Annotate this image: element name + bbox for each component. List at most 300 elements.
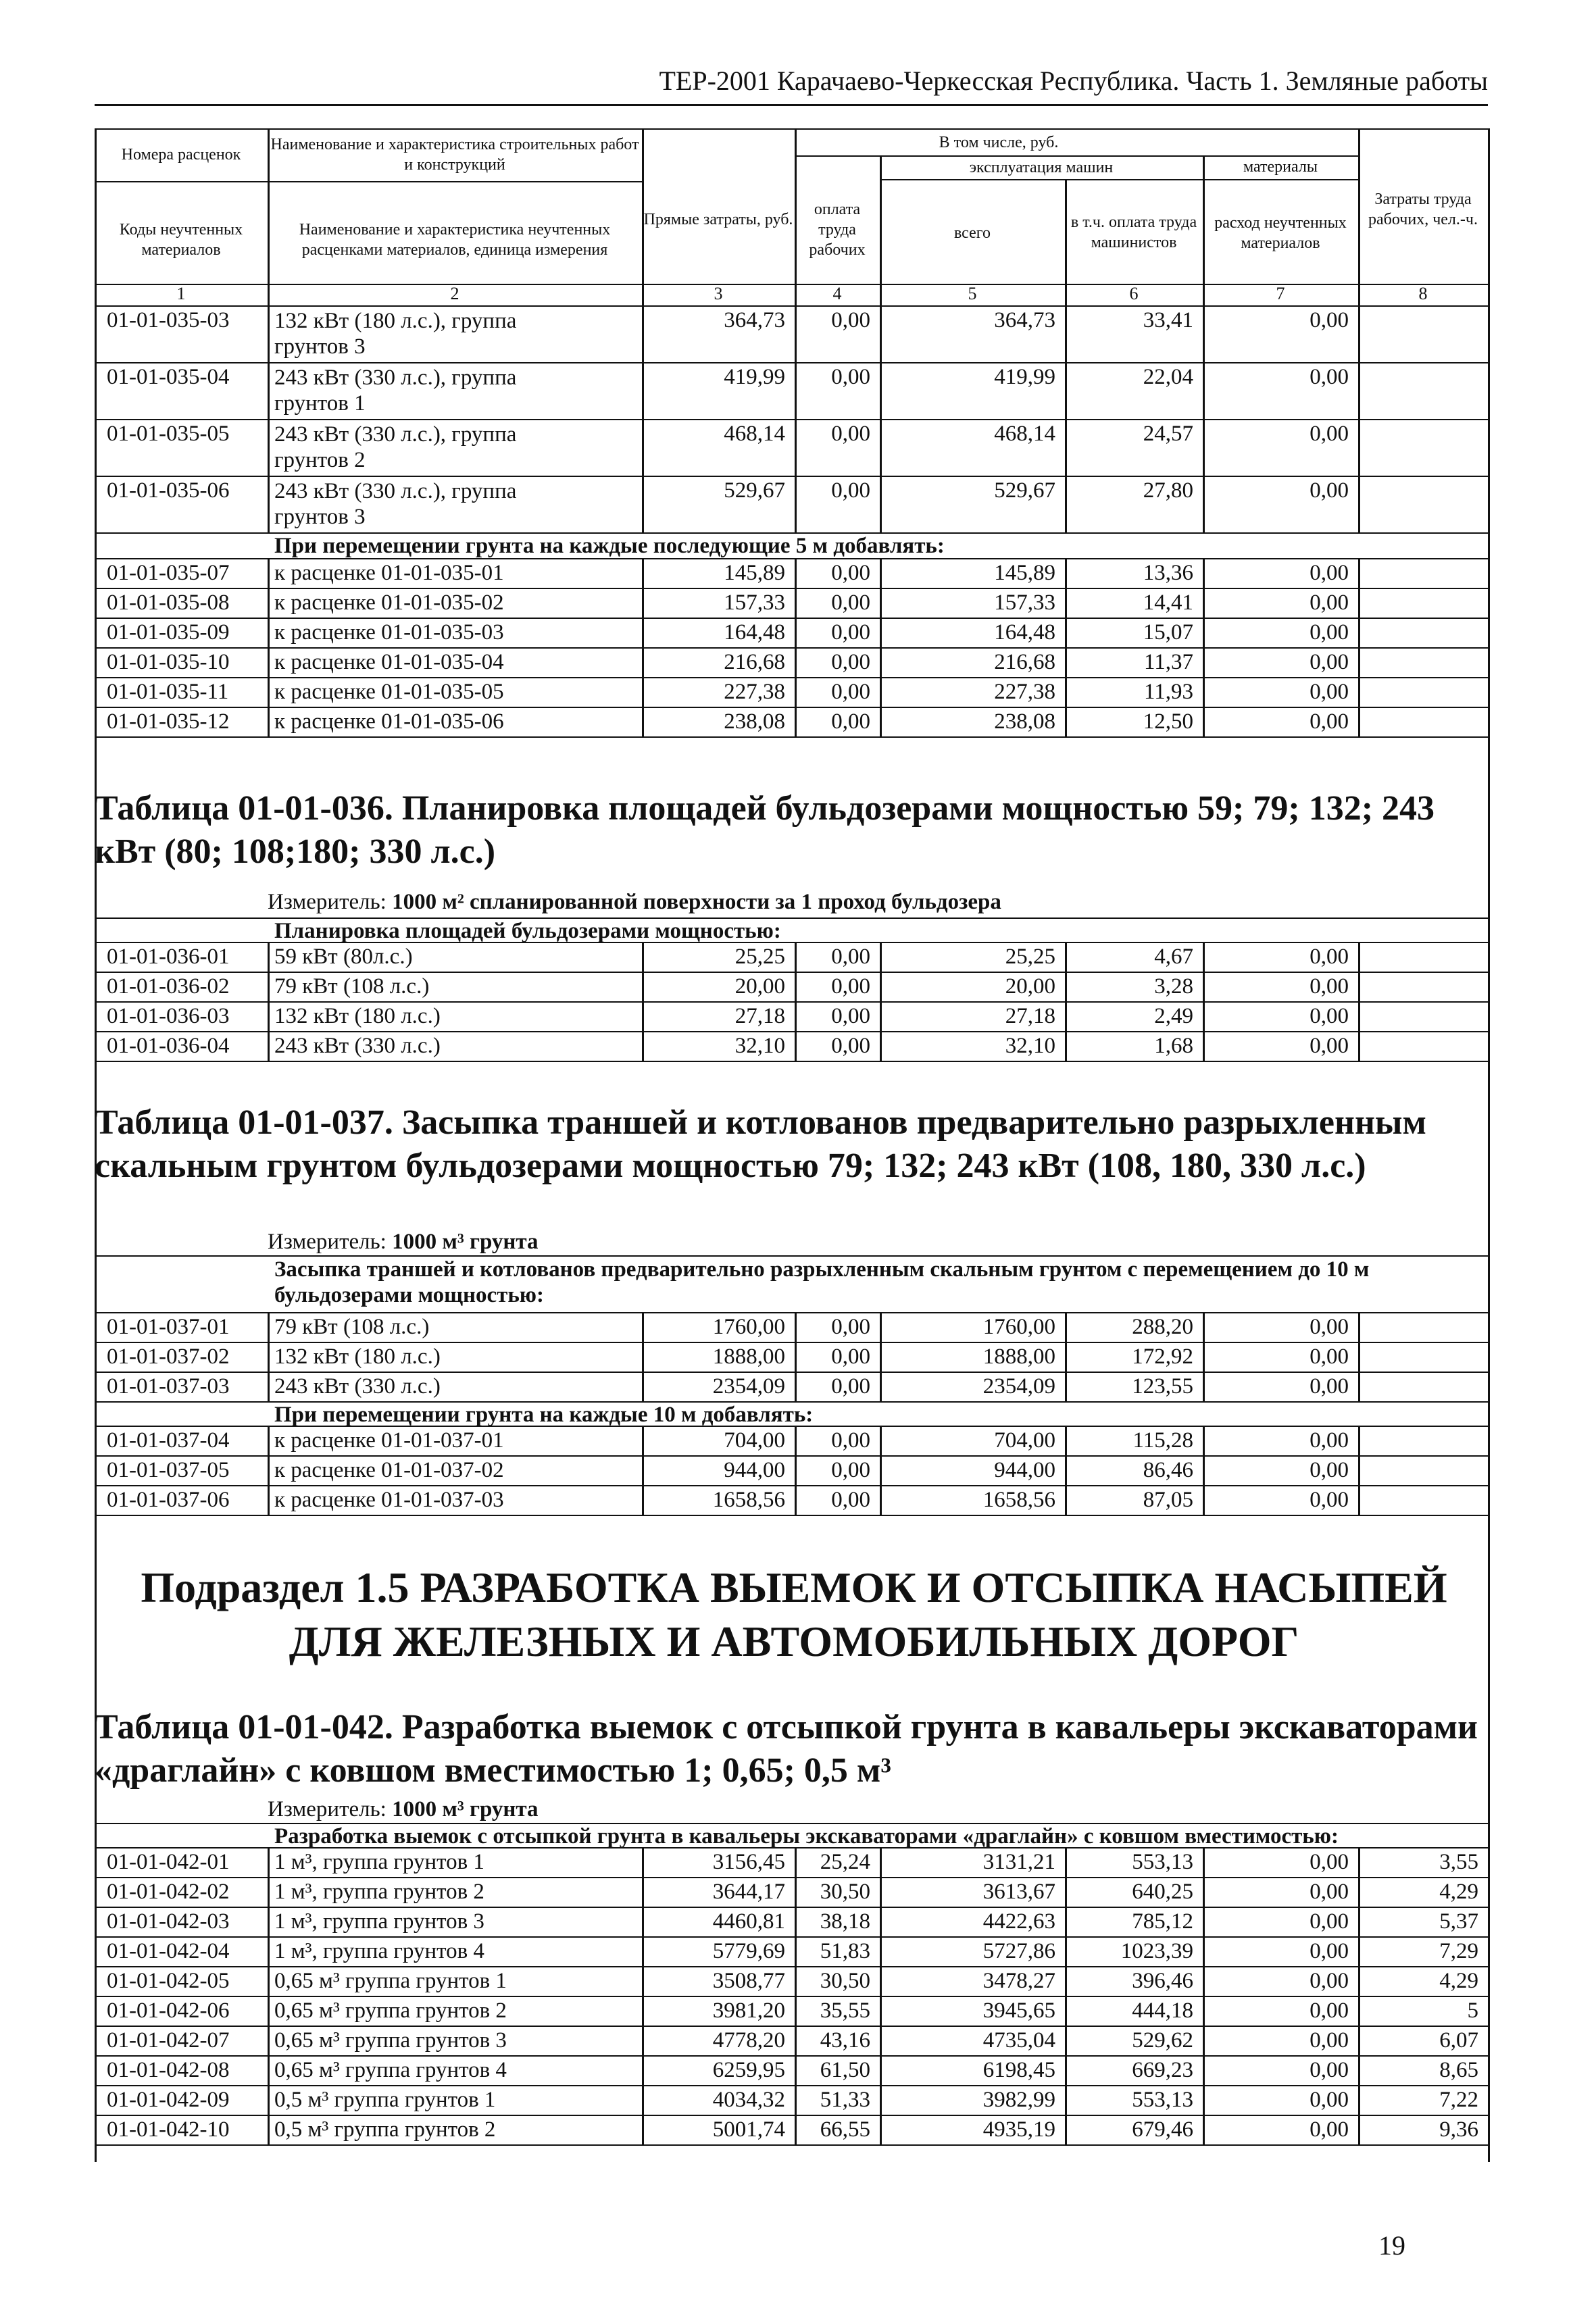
table-subheading: Планировка площадей бульдозерами мощностью:: [274, 919, 781, 942]
operator-pay: 553,13: [1132, 2088, 1193, 2112]
direct-costs: 468,14: [724, 422, 785, 446]
labor-pay: 0,00: [831, 561, 870, 585]
materials-cost: 0,00: [1310, 478, 1349, 503]
operator-pay: 12,50: [1143, 709, 1193, 734]
operator-pay: 1,68: [1154, 1034, 1193, 1058]
page-header-text: ТЕР-2001 Карачаево-Черкесская Республика. Часть 1. Земляные работы: [659, 66, 1488, 96]
labor-pay: 0,00: [831, 1458, 870, 1482]
labor-hours: [1358, 1458, 1488, 1485]
labor-pay: 0,00: [831, 650, 870, 674]
machine-costs: 944,00: [994, 1458, 1055, 1482]
operator-pay: 115,28: [1132, 1428, 1193, 1453]
header-column-index: 6: [1129, 284, 1139, 303]
table-rule: [95, 1847, 1488, 1848]
rate-code: 01-01-037-02: [107, 1344, 230, 1369]
table-rule: [95, 1426, 1488, 1427]
labor-pay: 0,00: [831, 1374, 870, 1399]
machine-costs: 227,38: [994, 680, 1055, 704]
direct-costs: 32,10: [734, 1034, 785, 1058]
labor-pay: 30,50: [820, 1969, 870, 1993]
table-rule: [95, 1515, 1488, 1516]
direct-costs: 3156,45: [712, 1850, 785, 1874]
machine-costs: 27,18: [1005, 1004, 1055, 1028]
labor-pay: 0,00: [831, 709, 870, 734]
header-column-index: 5: [968, 284, 977, 303]
header-work-name: Наименование и характеристика строительных работ и конструкций: [270, 136, 639, 174]
labor-pay: 0,00: [831, 974, 870, 999]
rate-description: 0,65 м³ группа грунтов 1: [274, 1969, 507, 1993]
materials-cost: 0,00: [1310, 1034, 1349, 1058]
materials-cost: 0,00: [1310, 2028, 1349, 2053]
rate-description: 0,65 м³ группа грунтов 2: [274, 1998, 507, 2023]
rate-code: 01-01-042-03: [107, 1909, 230, 1934]
table-rule: [880, 179, 1358, 180]
table-rule: [95, 2085, 1488, 2086]
rate-code: 01-01-037-06: [107, 1488, 230, 1512]
table-rule: [95, 181, 642, 182]
table-036-measure: [268, 890, 1001, 915]
table-036-title: Таблица 01-01-036. Планировка площадей бульдозерами мощностью 59; 79; 132; 243 кВт (80; 108;180; 330 л.с.): [95, 789, 1435, 871]
table-rule: [95, 1001, 1488, 1003]
labor-hours: 4,29: [1439, 1969, 1478, 1993]
machine-costs: 3613,67: [982, 1880, 1055, 1904]
labor-hours: [1358, 620, 1488, 647]
rate-description: к расценке 01-01-035-02: [274, 590, 504, 615]
machine-costs: 164,48: [994, 620, 1055, 645]
header-column-index: 3: [714, 284, 723, 303]
rate-code: 01-01-042-04: [107, 1939, 230, 1963]
table-rule: [95, 618, 1488, 619]
direct-costs: 4460,81: [712, 1909, 785, 1934]
labor-hours: 8,65: [1439, 2058, 1478, 2082]
direct-costs: 27,18: [734, 1004, 785, 1028]
rate-description: к расценке 01-01-035-06: [274, 709, 504, 734]
materials-cost: 0,00: [1310, 1004, 1349, 1028]
rate-code: 01-01-036-03: [107, 1004, 230, 1028]
operator-pay: 529,62: [1132, 2028, 1193, 2053]
direct-costs: 1658,56: [712, 1488, 785, 1512]
table-rule: [95, 707, 1488, 708]
rate-description: 0,65 м³ группа грунтов 4: [274, 2058, 507, 2082]
rate-code: 01-01-037-03: [107, 1374, 230, 1399]
rate-description: 132 кВт (180 л.с.): [274, 1004, 441, 1028]
table-037-measure: [268, 1230, 539, 1255]
table-rule: [95, 972, 1488, 973]
labor-pay: 0,00: [831, 1034, 870, 1058]
table-rule: [95, 476, 1488, 477]
table-rule: [95, 1485, 1488, 1486]
rate-description: 243 кВт (330 л.с.): [274, 1034, 441, 1058]
operator-pay: 288,20: [1132, 1315, 1193, 1339]
table-042-measure: [268, 1797, 539, 1822]
labor-pay: 66,55: [820, 2117, 870, 2142]
header-direct-costs: Прямые затраты, руб.: [643, 211, 793, 228]
materials-cost: 0,00: [1310, 1998, 1349, 2023]
table-rule: [95, 1907, 1488, 1908]
machine-costs: 364,73: [994, 308, 1055, 332]
labor-pay: 43,16: [820, 2028, 870, 2053]
rate-code: 01-01-037-04: [107, 1428, 230, 1453]
labor-hours: 7,22: [1439, 2088, 1478, 2112]
table-subheading: Засыпка траншей и котлованов предварительно разрыхленным скальным грунтом с перемещением до 10 м бульдозерами мощностью:: [274, 1257, 1370, 1307]
rate-description: к расценке 01-01-035-03: [274, 620, 504, 645]
rate-description: 1 м³, группа грунтов 1: [274, 1850, 484, 1874]
table-rule: [95, 1966, 1488, 1967]
machine-costs: 1658,56: [982, 1488, 1055, 1512]
materials-cost: 0,00: [1310, 1458, 1349, 1482]
direct-costs: 157,33: [724, 590, 785, 615]
table-subheading: При перемещении грунта на каждые 10 м добавлять:: [274, 1403, 814, 1426]
rate-description: к расценке 01-01-035-01: [274, 561, 504, 585]
operator-pay: 11,93: [1143, 680, 1193, 704]
labor-hours: [1358, 1004, 1488, 1031]
rate-code: 01-01-035-11: [107, 680, 229, 704]
table-rule: [95, 558, 1488, 559]
operator-pay: 24,57: [1143, 422, 1193, 446]
rate-code: 01-01-035-12: [107, 709, 230, 734]
labor-hours: [1358, 1315, 1488, 1342]
operator-pay: 15,07: [1143, 620, 1193, 645]
direct-costs: 6259,95: [712, 2058, 785, 2082]
rate-code: 01-01-042-06: [107, 1998, 230, 2023]
materials-cost: 0,00: [1310, 974, 1349, 999]
rate-code: 01-01-035-08: [107, 590, 230, 615]
header-group: В том числе, руб.: [939, 134, 1059, 151]
machine-costs: 3131,21: [982, 1850, 1055, 1874]
labor-hours: [1358, 365, 1488, 392]
direct-costs: 3508,77: [712, 1969, 785, 1993]
machine-costs: 4422,63: [982, 1909, 1055, 1934]
machine-costs: 4935,19: [982, 2117, 1055, 2142]
materials-cost: 0,00: [1310, 308, 1349, 332]
direct-costs: 419,99: [724, 365, 785, 389]
machine-costs: 25,25: [1005, 945, 1055, 969]
materials-cost: 0,00: [1310, 1969, 1349, 1993]
machine-costs: 419,99: [994, 365, 1055, 389]
measure-value: 1000 м² спланированной поверхности за 1 проход бульдозера: [392, 890, 1001, 914]
measure-label: Измеритель:: [268, 1230, 393, 1254]
labor-hours: 5: [1467, 1998, 1478, 2023]
rate-description: к расценке 01-01-035-04: [274, 650, 504, 674]
rate-description: 0,65 м³ группа грунтов 3: [274, 2028, 507, 2053]
table-rule: [95, 362, 1488, 363]
direct-costs: 5001,74: [712, 2117, 785, 2142]
rate-code: 01-01-037-01: [107, 1315, 230, 1339]
labor-hours: [1358, 1034, 1488, 1061]
direct-costs: 25,25: [734, 945, 785, 969]
labor-hours: [1358, 1488, 1488, 1515]
header-labor-pay: оплата труда рабочих: [809, 201, 866, 259]
labor-pay: 51,83: [820, 1939, 870, 1963]
labor-pay: 0,00: [831, 308, 870, 332]
column-rule: [1488, 128, 1490, 2162]
direct-costs: 227,38: [724, 680, 785, 704]
table-rule: [95, 1031, 1488, 1032]
rate-description: 243 кВт (330 л.с.): [274, 1374, 441, 1399]
labor-hours: [1358, 590, 1488, 618]
machine-costs: 3945,65: [982, 1998, 1055, 2023]
rate-code: 01-01-035-07: [107, 561, 230, 585]
machine-costs: 529,67: [994, 478, 1055, 503]
table-rule: [95, 1996, 1488, 1997]
direct-costs: 529,67: [724, 478, 785, 503]
table-rule: [95, 1312, 1488, 1313]
operator-pay: 1023,39: [1120, 1939, 1193, 1963]
header-column-index: 1: [176, 284, 186, 303]
materials-cost: 0,00: [1310, 620, 1349, 645]
materials-cost: 0,00: [1310, 650, 1349, 674]
operator-pay: 33,41: [1143, 308, 1193, 332]
operator-pay: 123,55: [1132, 1374, 1193, 1399]
rate-description: 132 кВт (180 л.с.): [274, 1344, 441, 1369]
rate-code: 01-01-042-01: [107, 1850, 230, 1874]
labor-hours: 3,55: [1439, 1850, 1478, 1874]
operator-pay: 669,23: [1132, 2058, 1193, 2082]
direct-costs: 20,00: [734, 974, 785, 999]
page-header: [95, 65, 1488, 105]
operator-pay: 86,46: [1143, 1458, 1193, 1482]
rate-code: 01-01-042-09: [107, 2088, 230, 2112]
rate-description: 1 м³, группа грунтов 3: [274, 1909, 484, 1934]
machine-costs: 1760,00: [982, 1315, 1055, 1339]
materials-cost: 0,00: [1310, 1374, 1349, 1399]
operator-pay: 785,12: [1132, 1909, 1193, 1934]
header-column-index: 7: [1276, 284, 1285, 303]
operator-pay: 13,36: [1143, 561, 1193, 585]
direct-costs: 164,48: [724, 620, 785, 645]
rate-code: 01-01-036-01: [107, 945, 230, 969]
labor-hours: [1358, 478, 1488, 505]
header-column-index: 8: [1418, 284, 1428, 303]
labor-pay: 0,00: [831, 422, 870, 446]
materials-cost: 0,00: [1310, 2058, 1349, 2082]
page-number: 19: [1378, 2230, 1405, 2261]
direct-costs: 145,89: [724, 561, 785, 585]
rate-description: 79 кВт (108 л.с.): [274, 974, 430, 999]
operator-pay: 11,37: [1143, 650, 1193, 674]
machine-costs: 704,00: [994, 1428, 1055, 1453]
table-subheading: При перемещении грунта на каждые последующие 5 м добавлять:: [274, 534, 945, 558]
labor-hours: [1358, 650, 1488, 677]
table-rule: [95, 2055, 1488, 2057]
operator-pay: 444,18: [1132, 1998, 1193, 2023]
machine-costs: 216,68: [994, 650, 1055, 674]
header-rate-number: Номера расценок: [121, 146, 241, 164]
rate-code: 01-01-035-06: [107, 478, 230, 503]
operator-pay: 553,13: [1132, 1850, 1193, 1874]
materials-cost: 0,00: [1310, 709, 1349, 734]
header-machines: эксплуатация машин: [969, 159, 1114, 176]
rate-code: 01-01-035-03: [107, 308, 230, 332]
direct-costs: 4034,32: [712, 2088, 785, 2112]
rate-description: 59 кВт (80л.с.): [274, 945, 413, 969]
rate-code: 01-01-042-10: [107, 2117, 230, 2142]
materials-cost: 0,00: [1310, 1488, 1349, 1512]
direct-costs: 5779,69: [712, 1939, 785, 1963]
materials-cost: 0,00: [1310, 1909, 1349, 1934]
labor-hours: [1358, 308, 1488, 335]
rate-code: 01-01-035-05: [107, 422, 230, 446]
table-rule: [95, 588, 1488, 589]
measure-label: Измеритель:: [268, 890, 393, 914]
operator-pay: 396,46: [1132, 1969, 1193, 1993]
table-rule: [95, 1372, 1488, 1373]
table-037-title: Таблица 01-01-037. Засыпка траншей и котлованов предварительно разрыхленным скальным грунтом бульдозерами мощностью 79; 132; 243 кВт (108, 180, 330 л.с.): [95, 1103, 1426, 1185]
table-rule: [95, 647, 1488, 649]
materials-cost: 0,00: [1310, 945, 1349, 969]
rate-description: 0,5 м³ группа грунтов 1: [274, 2088, 496, 2112]
materials-cost: 0,00: [1310, 1939, 1349, 1963]
machine-costs: 4735,04: [982, 2028, 1055, 2053]
materials-cost: 0,00: [1310, 1315, 1349, 1339]
measure-value: 1000 м³ грунта: [392, 1230, 539, 1254]
materials-cost: 0,00: [1310, 1880, 1349, 1904]
machine-costs: 157,33: [994, 590, 1055, 615]
rate-description: 132 кВт (180 л.с.), группа грунтов 3: [274, 309, 517, 359]
rate-code: 01-01-035-09: [107, 620, 230, 645]
rate-code: 01-01-042-08: [107, 2058, 230, 2082]
direct-costs: 2354,09: [712, 1374, 785, 1399]
rate-code: 01-01-037-05: [107, 1458, 230, 1482]
measure-label: Измеритель:: [268, 1797, 393, 1821]
header-unaccounted-materials: расход неучтенных материалов: [1214, 214, 1347, 252]
labor-hours: [1358, 422, 1488, 449]
labor-pay: 30,50: [820, 1880, 870, 1904]
header-material-code: Коды неучтенных материалов: [119, 221, 243, 259]
table-rule: [95, 1061, 1488, 1062]
rate-code: 01-01-042-07: [107, 2028, 230, 2053]
subsection-heading: Подраздел 1.5 РАЗРАБОТКА ВЫЕМОК И ОТСЫПКА НАСЫПЕЙ ДЛЯ ЖЕЛЕЗНЫХ И АВТОМОБИЛЬНЫХ ДОРОГ: [141, 1563, 1447, 1665]
measure-value: 1000 м³ грунта: [392, 1797, 539, 1821]
labor-hours: [1358, 1374, 1488, 1401]
labor-pay: 51,33: [820, 2088, 870, 2112]
operator-pay: 4,67: [1154, 945, 1193, 969]
header-machines-total: всего: [953, 224, 991, 242]
header-rule: [95, 104, 1488, 106]
rate-description: 243 кВт (330 л.с.), группа грунтов 1: [274, 366, 517, 416]
operator-pay: 679,46: [1132, 2117, 1193, 2142]
rate-description: 243 кВт (330 л.с.), группа грунтов 2: [274, 422, 517, 472]
labor-hours: [1358, 561, 1488, 588]
materials-cost: 0,00: [1310, 590, 1349, 615]
rate-code: 01-01-042-05: [107, 1969, 230, 1993]
table-rule: [95, 305, 1488, 307]
header-column-index: 2: [450, 284, 459, 303]
direct-costs: 216,68: [724, 650, 785, 674]
rate-description: к расценке 01-01-037-03: [274, 1488, 504, 1512]
labor-pay: 0,00: [831, 1428, 870, 1453]
machine-costs: 238,08: [994, 709, 1055, 734]
table-042-title: Таблица 01-01-042. Разработка выемок с отсыпкой грунта в кавальеры экскаваторами «драглайн» с ковшом вместимостью 1; 0,65; 0,5 м³: [95, 1708, 1478, 1790]
labor-pay: 0,00: [831, 478, 870, 503]
table-rule: [95, 1455, 1488, 1457]
machine-costs: 468,14: [994, 422, 1055, 446]
operator-pay: 3,28: [1154, 974, 1193, 999]
labor-pay: 38,18: [820, 1909, 870, 1934]
operator-pay: 22,04: [1143, 365, 1193, 389]
labor-pay: 0,00: [831, 680, 870, 704]
labor-pay: 0,00: [831, 620, 870, 645]
labor-hours: [1358, 945, 1488, 972]
operator-pay: 87,05: [1143, 1488, 1193, 1512]
labor-pay: 0,00: [831, 1344, 870, 1369]
table-rule: [95, 1936, 1488, 1938]
rates-table-frame: [95, 128, 1488, 2162]
table-rule: [95, 736, 1488, 738]
machine-costs: 20,00: [1005, 974, 1055, 999]
table-rule: [95, 2144, 1488, 2146]
machine-costs: 32,10: [1005, 1034, 1055, 1058]
table-rule: [95, 677, 1488, 678]
materials-cost: 0,00: [1310, 365, 1349, 389]
header-materials: материалы: [1243, 158, 1318, 176]
labor-pay: 0,00: [831, 945, 870, 969]
rate-description: к расценке 01-01-035-05: [274, 680, 504, 704]
labor-hours: 5,37: [1439, 1909, 1478, 1934]
direct-costs: 1760,00: [712, 1315, 785, 1339]
labor-pay: 0,00: [831, 365, 870, 389]
direct-costs: 3981,20: [712, 1998, 785, 2023]
table-rule: [95, 1342, 1488, 1343]
labor-hours: [1358, 1344, 1488, 1372]
rate-description: к расценке 01-01-037-02: [274, 1458, 504, 1482]
direct-costs: 238,08: [724, 709, 785, 734]
labor-hours: 4,29: [1439, 1880, 1478, 1904]
labor-hours: 6,07: [1439, 2028, 1478, 2053]
machine-costs: 1888,00: [982, 1344, 1055, 1369]
materials-cost: 0,00: [1310, 2088, 1349, 2112]
rate-description: 1 м³, группа грунтов 2: [274, 1880, 484, 1904]
operator-pay: 27,80: [1143, 478, 1193, 503]
direct-costs: 1888,00: [712, 1344, 785, 1369]
machine-costs: 3982,99: [982, 2088, 1055, 2112]
rate-description: 1 м³, группа грунтов 4: [274, 1939, 484, 1963]
table-subheading: Разработка выемок с отсыпкой грунта в кавальеры экскаваторами «драглайн» с ковшом вместимостью:: [274, 1824, 1339, 1847]
rate-code: 01-01-035-04: [107, 365, 230, 389]
table-rule: [95, 1877, 1488, 1878]
labor-pay: 0,00: [831, 1004, 870, 1028]
materials-cost: 0,00: [1310, 680, 1349, 704]
machine-costs: 5727,86: [982, 1939, 1055, 1963]
materials-cost: 0,00: [1310, 1850, 1349, 1874]
materials-cost: 0,00: [1310, 1344, 1349, 1369]
labor-hours: [1358, 709, 1488, 736]
materials-cost: 0,00: [1310, 2117, 1349, 2142]
rate-description: 243 кВт (330 л.с.), группа грунтов 3: [274, 479, 517, 529]
header-column-index: 4: [832, 284, 842, 303]
direct-costs: 364,73: [724, 308, 785, 332]
labor-pay: 61,50: [820, 2058, 870, 2082]
rate-code: 01-01-036-02: [107, 974, 230, 999]
labor-pay: 35,55: [820, 1998, 870, 2023]
labor-pay: 0,00: [831, 590, 870, 615]
materials-cost: 0,00: [1310, 1428, 1349, 1453]
direct-costs: 3644,17: [712, 1880, 785, 1904]
labor-pay: 0,00: [831, 1315, 870, 1339]
labor-hours: 7,29: [1439, 1939, 1478, 1963]
operator-pay: 172,92: [1132, 1344, 1193, 1369]
header-operator-pay: в т.ч. оплата труда машинистов: [1070, 213, 1197, 251]
machine-costs: 6198,45: [982, 2058, 1055, 2082]
rate-code: 01-01-035-10: [107, 650, 230, 674]
labor-hours: [1358, 680, 1488, 707]
labor-pay: 25,24: [820, 1850, 870, 1874]
machine-costs: 145,89: [994, 561, 1055, 585]
materials-cost: 0,00: [1310, 561, 1349, 585]
header-material-name: Наименование и характеристика неучтенных расценками материалов, единица измерения: [299, 221, 611, 259]
rate-code: 01-01-036-04: [107, 1034, 230, 1058]
direct-costs: 4778,20: [712, 2028, 785, 2053]
